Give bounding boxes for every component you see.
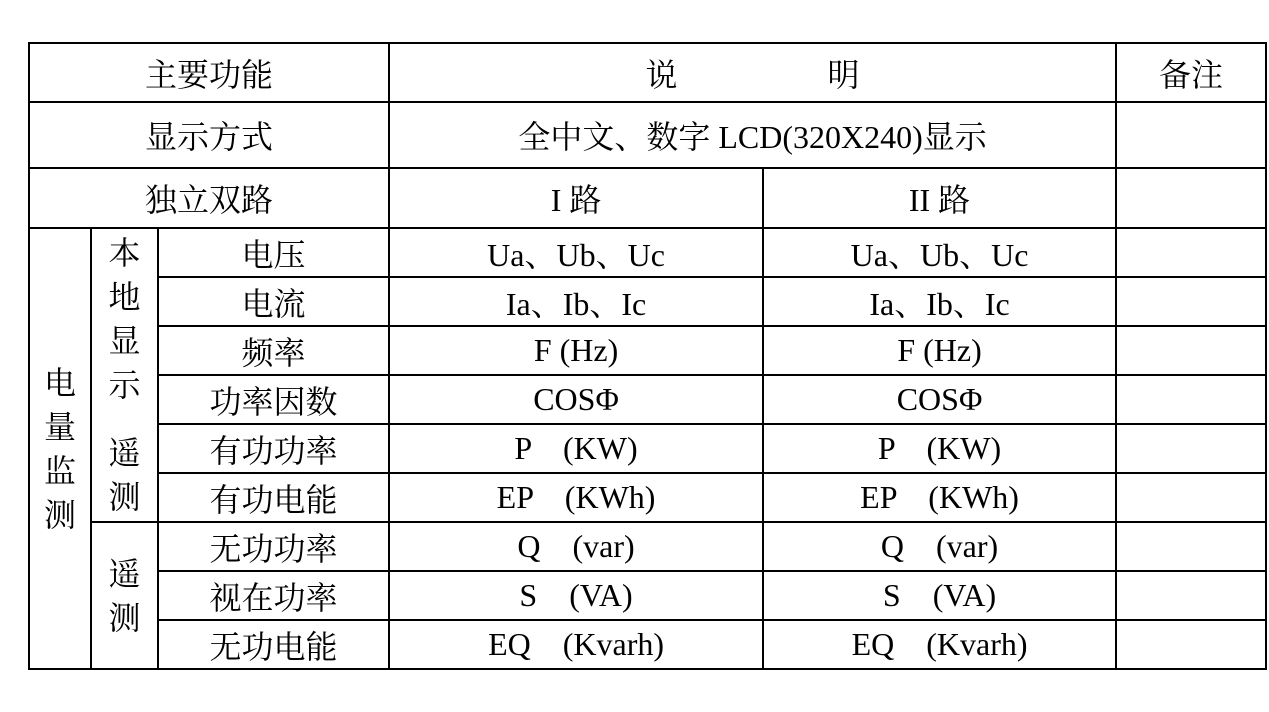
header-description-char2: 明: [827, 56, 860, 93]
display-mode-value: 全中文、数字 LCD(320X240)显示: [518, 119, 987, 155]
row-label-cell: [158, 228, 389, 277]
row-label: 频率: [241, 334, 306, 371]
table-row: [29, 473, 1266, 522]
channel1-value: P (KW): [514, 430, 638, 466]
table-row: [29, 326, 1266, 375]
channel2-value: S (VA): [882, 577, 997, 613]
row-label-cell: [158, 620, 389, 669]
channel1-value-cell: [389, 277, 763, 326]
channel1-value: S (VA): [519, 577, 633, 613]
row-label: 无功功率: [209, 530, 338, 567]
remark-cell: [1116, 571, 1266, 620]
channel1-value-cell: [389, 228, 763, 277]
channel1-value: Q (var): [517, 528, 635, 564]
table-row: [29, 522, 1266, 571]
channel1-value-cell: [389, 522, 763, 571]
monitor-group-label: 电量监测: [43, 364, 76, 533]
row-label: 电压: [241, 236, 306, 273]
row-label-cell: [158, 424, 389, 473]
channel2-value: Ia、Ib、Ic: [869, 285, 1010, 322]
table-row: [29, 620, 1266, 669]
channel2-value: Ua、Ub、Uc: [850, 236, 1029, 273]
table-row: [29, 277, 1266, 326]
channel2-value-cell: [763, 375, 1116, 424]
remark-cell: [1116, 522, 1266, 571]
row-label: 视在功率: [209, 579, 338, 616]
row-label: 有功功率: [209, 432, 338, 469]
dual-channel-2-label: II 路: [908, 182, 971, 218]
channel1-value: Ua、Ub、Uc: [487, 236, 665, 273]
table-row: [29, 228, 1266, 277]
header-remark-label: 备注: [1159, 56, 1224, 93]
row-label-cell: [158, 473, 389, 522]
display-mode-row: [29, 102, 1266, 168]
channel1-value-cell: [389, 620, 763, 669]
row-label: 电流: [241, 285, 306, 322]
header-remark-cell: [1116, 43, 1266, 102]
table-row: [29, 424, 1266, 473]
channel2-value-cell: [763, 326, 1116, 375]
row-label: 功率因数: [209, 383, 338, 420]
table-row: [29, 375, 1266, 424]
channel2-value-cell: [763, 277, 1116, 326]
channel1-value: Ia、Ib、Ic: [505, 285, 647, 322]
channel1-value-cell: [389, 326, 763, 375]
header-main-function-cell: [29, 43, 389, 102]
display-mode-label: 显示方式: [145, 119, 274, 155]
channel1-value-cell: [389, 571, 763, 620]
display-mode-label-cell: [29, 102, 389, 168]
dual-channel-1-label: I 路: [550, 182, 602, 218]
monitor-group-cell: [29, 228, 91, 669]
row-label-cell: [158, 375, 389, 424]
channel2-value: COSΦ: [896, 381, 983, 417]
remark-cell: [1116, 228, 1266, 277]
channel2-value-cell: [763, 620, 1116, 669]
remark-cell: [1116, 326, 1266, 375]
remark-cell: [1116, 424, 1266, 473]
header-description-cell: [389, 43, 1116, 102]
subgroup-telemetry-only-cell: [91, 522, 158, 669]
channel2-value: EQ (Kvarh): [851, 626, 1028, 662]
channel2-value-cell: [763, 571, 1116, 620]
row-label-cell: [158, 326, 389, 375]
subgroup-local-display-cell: [91, 228, 158, 522]
remark-cell: [1116, 473, 1266, 522]
channel2-value-cell: [763, 228, 1116, 277]
table-header-row: [29, 43, 1266, 102]
channel1-value-cell: [389, 375, 763, 424]
channel2-value-cell: [763, 473, 1116, 522]
spec-table: [28, 42, 1267, 670]
channel1-value: COSΦ: [533, 381, 619, 417]
channel2-value: F (Hz): [897, 332, 982, 368]
channel2-value-cell: [763, 424, 1116, 473]
subgroup-telemetry-label: 遥测: [108, 435, 141, 515]
row-label-cell: [158, 571, 389, 620]
header-description-char1: 说: [645, 56, 678, 93]
row-label: 无功电能: [209, 628, 338, 665]
channel2-value: EP (KWh): [860, 479, 1019, 515]
display-mode-remark-cell: [1116, 102, 1266, 168]
channel1-value: F (Hz): [533, 332, 619, 368]
header-description-label: [390, 50, 1115, 96]
row-label-cell: [158, 522, 389, 571]
channel2-value: Q (var): [880, 528, 999, 564]
dual-channel-label-cell: [29, 168, 389, 228]
channel1-value-cell: [389, 424, 763, 473]
remark-cell: [1116, 620, 1266, 669]
dual-channel-2-cell: [763, 168, 1116, 228]
channel1-value: EP (KWh): [496, 479, 656, 515]
channel2-value-cell: [763, 522, 1116, 571]
channel2-value: P (KW): [877, 430, 1002, 466]
header-main-function-label: 主要功能: [145, 56, 274, 93]
subgroup-local-display-label: 本地显示: [108, 235, 141, 403]
channel1-value-cell: [389, 473, 763, 522]
subgroup-telemetry-only-label: 遥测: [108, 555, 141, 636]
remark-cell: [1116, 375, 1266, 424]
row-label-cell: [158, 277, 389, 326]
table-row: [29, 571, 1266, 620]
dual-channel-remark-cell: [1116, 168, 1266, 228]
display-mode-value-cell: [389, 102, 1116, 168]
row-label: 有功电能: [209, 481, 338, 518]
dual-channel-label: 独立双路: [145, 182, 274, 218]
dual-channel-row: [29, 168, 1266, 228]
dual-channel-1-cell: [389, 168, 763, 228]
channel1-value: EQ (Kvarh): [488, 626, 664, 662]
remark-cell: [1116, 277, 1266, 326]
